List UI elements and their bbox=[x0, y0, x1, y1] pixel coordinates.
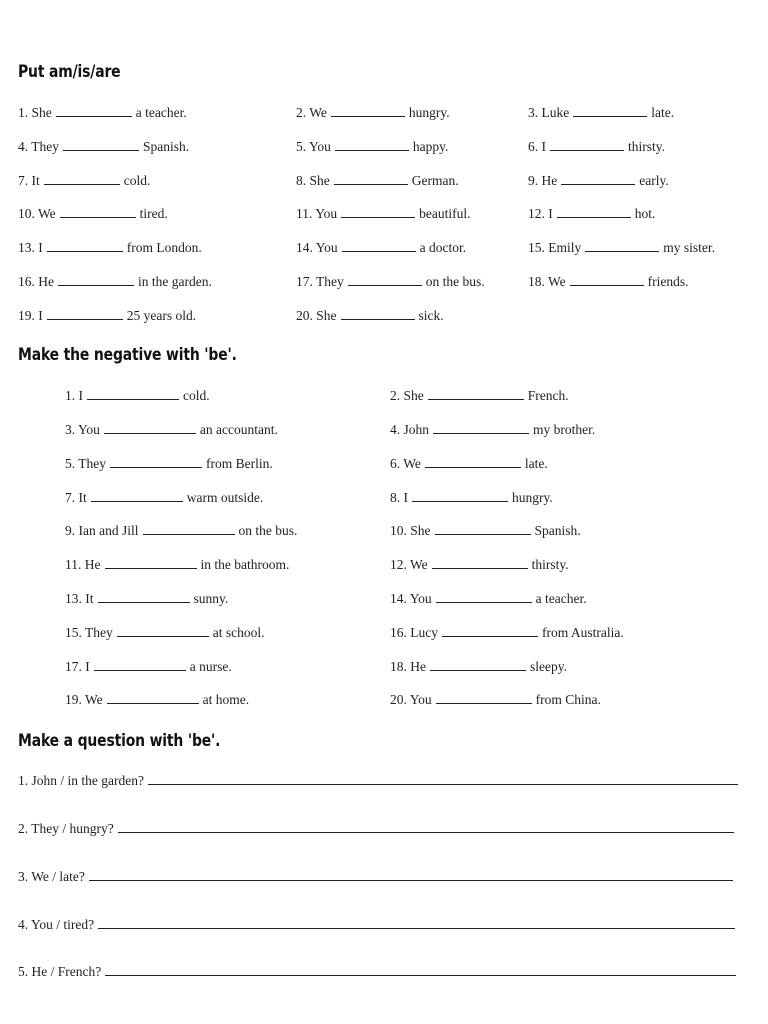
item-ending: an accountant. bbox=[199, 422, 278, 437]
question-prompt: 5. He / French? bbox=[18, 964, 102, 979]
question-item bbox=[18, 821, 734, 837]
exercise-item bbox=[390, 456, 548, 472]
answer-blank[interactable] bbox=[412, 490, 508, 502]
answer-blank[interactable] bbox=[98, 591, 190, 603]
exercise-item bbox=[18, 173, 150, 189]
item-prompt: 10. We bbox=[18, 206, 56, 221]
item-ending: a nurse. bbox=[189, 659, 232, 674]
item-prompt: 16. Lucy bbox=[390, 625, 438, 640]
item-prompt: 15. They bbox=[65, 625, 113, 640]
answer-blank[interactable] bbox=[331, 105, 405, 117]
item-prompt: 11. He bbox=[65, 557, 101, 572]
exercise-item bbox=[18, 105, 187, 121]
answer-line[interactable] bbox=[98, 917, 735, 929]
exercise-item bbox=[65, 490, 263, 506]
question-prompt: 4. You / tired? bbox=[18, 917, 95, 932]
item-prompt: 17. They bbox=[296, 274, 344, 289]
answer-blank[interactable] bbox=[60, 206, 136, 218]
exercise-item bbox=[390, 591, 587, 607]
item-prompt: 13. I bbox=[18, 240, 43, 255]
item-prompt: 20. You bbox=[390, 692, 432, 707]
answer-blank[interactable] bbox=[91, 490, 183, 502]
exercise-item bbox=[528, 206, 655, 222]
item-ending: hot. bbox=[634, 206, 656, 221]
item-ending: from Australia. bbox=[542, 625, 624, 640]
item-ending: happy. bbox=[412, 139, 449, 154]
exercise-item bbox=[390, 692, 601, 708]
answer-line[interactable] bbox=[105, 964, 736, 976]
item-prompt: 16. He bbox=[18, 274, 54, 289]
answer-blank[interactable] bbox=[334, 173, 408, 185]
item-ending: early. bbox=[639, 173, 669, 188]
item-prompt: 2. She bbox=[390, 388, 424, 403]
item-ending: tired. bbox=[139, 206, 168, 221]
exercise-item bbox=[528, 240, 715, 256]
exercise-item bbox=[18, 206, 168, 222]
exercise-item bbox=[65, 422, 278, 438]
question-item bbox=[18, 773, 738, 789]
answer-blank[interactable] bbox=[573, 105, 647, 117]
item-prompt: 5. You bbox=[296, 139, 331, 154]
exercise-item bbox=[296, 240, 466, 256]
item-ending: a teacher. bbox=[535, 591, 587, 606]
item-prompt: 18. We bbox=[528, 274, 566, 289]
item-ending: German. bbox=[411, 173, 459, 188]
item-prompt: 7. It bbox=[18, 173, 40, 188]
item-prompt: 6. I bbox=[528, 139, 546, 154]
item-prompt: 1. I bbox=[65, 388, 83, 403]
item-ending: from China. bbox=[535, 692, 601, 707]
item-prompt: 4. John bbox=[390, 422, 430, 437]
item-prompt: 14. You bbox=[296, 240, 338, 255]
answer-blank[interactable] bbox=[425, 456, 521, 468]
item-prompt: 2. We bbox=[296, 105, 327, 120]
item-prompt: 8. I bbox=[390, 490, 408, 505]
item-ending: my sister. bbox=[663, 240, 716, 255]
answer-blank[interactable] bbox=[430, 659, 526, 671]
item-prompt: 12. We bbox=[390, 557, 428, 572]
item-ending: beautiful. bbox=[419, 206, 471, 221]
answer-blank[interactable] bbox=[105, 557, 197, 569]
question-prompt: 2. They / hungry? bbox=[18, 821, 114, 836]
answer-blank[interactable] bbox=[341, 206, 415, 218]
question-prompt: 1. John / in the garden? bbox=[18, 773, 144, 788]
item-prompt: 7. It bbox=[65, 490, 87, 505]
item-ending: sick. bbox=[418, 308, 444, 323]
answer-blank[interactable] bbox=[436, 692, 532, 704]
exercise-item bbox=[390, 659, 567, 675]
item-prompt: 9. He bbox=[528, 173, 558, 188]
question-item bbox=[18, 869, 733, 885]
item-ending: Spanish. bbox=[534, 523, 581, 538]
item-prompt: 1. She bbox=[18, 105, 52, 120]
answer-blank[interactable] bbox=[110, 456, 202, 468]
exercise-item bbox=[65, 591, 228, 607]
item-ending: sleepy. bbox=[530, 659, 567, 674]
exercise-item bbox=[296, 139, 448, 155]
answer-blank[interactable] bbox=[58, 274, 134, 286]
answer-blank[interactable] bbox=[107, 692, 199, 704]
item-prompt: 5. They bbox=[65, 456, 106, 471]
exercise-item bbox=[18, 240, 202, 256]
exercise-item bbox=[65, 625, 265, 641]
answer-blank[interactable] bbox=[44, 173, 120, 185]
item-ending: Spanish. bbox=[143, 139, 190, 154]
item-ending: at home. bbox=[202, 692, 250, 707]
exercise-item bbox=[65, 557, 289, 573]
answer-line[interactable] bbox=[148, 773, 738, 785]
item-prompt: 20. She bbox=[296, 308, 337, 323]
item-ending: late. bbox=[651, 105, 675, 120]
question-item bbox=[18, 964, 736, 980]
section-2-title: Make the negative with 'be'. bbox=[18, 345, 237, 365]
exercise-item bbox=[390, 490, 553, 506]
exercise-item bbox=[528, 173, 669, 189]
item-prompt: 18. He bbox=[390, 659, 426, 674]
answer-blank[interactable] bbox=[87, 388, 179, 400]
item-prompt: 3. You bbox=[65, 422, 100, 437]
answer-line[interactable] bbox=[89, 869, 733, 881]
exercise-item bbox=[296, 206, 471, 222]
exercise-item bbox=[390, 388, 569, 404]
question-prompt: 3. We / late? bbox=[18, 869, 85, 884]
exercise-item bbox=[18, 308, 196, 324]
answer-blank[interactable] bbox=[104, 422, 196, 434]
answer-blank[interactable] bbox=[433, 422, 529, 434]
item-ending: hungry. bbox=[512, 490, 553, 505]
exercise-item bbox=[296, 173, 459, 189]
answer-blank[interactable] bbox=[143, 523, 235, 535]
answer-blank[interactable] bbox=[47, 240, 123, 252]
answer-blank[interactable] bbox=[585, 240, 659, 252]
answer-blank[interactable] bbox=[557, 206, 631, 218]
exercise-item bbox=[390, 523, 581, 539]
answer-blank[interactable] bbox=[56, 105, 132, 117]
item-prompt: 8. She bbox=[296, 173, 330, 188]
item-prompt: 12. I bbox=[528, 206, 553, 221]
item-prompt: 14. You bbox=[390, 591, 432, 606]
answer-blank[interactable] bbox=[47, 308, 123, 320]
exercise-item bbox=[65, 659, 232, 675]
exercise-item bbox=[18, 274, 212, 290]
item-prompt: 19. We bbox=[65, 692, 103, 707]
item-ending: a teacher. bbox=[135, 105, 187, 120]
exercise-item bbox=[528, 139, 665, 155]
exercise-item bbox=[528, 274, 689, 290]
item-ending: hungry. bbox=[408, 105, 450, 120]
item-ending: at school. bbox=[212, 625, 265, 640]
item-prompt: 10. She bbox=[390, 523, 431, 538]
item-ending: late. bbox=[524, 456, 548, 471]
exercise-item bbox=[65, 388, 210, 404]
exercise-item bbox=[528, 105, 674, 121]
item-ending: cold. bbox=[123, 173, 151, 188]
item-ending: cold. bbox=[183, 388, 210, 403]
exercise-item bbox=[390, 625, 624, 641]
item-ending: warm outside. bbox=[186, 490, 264, 505]
exercise-item bbox=[18, 139, 189, 155]
item-prompt: 19. I bbox=[18, 308, 43, 323]
answer-blank[interactable] bbox=[436, 591, 532, 603]
answer-blank[interactable] bbox=[428, 388, 524, 400]
item-ending: thirsty. bbox=[531, 557, 569, 572]
answer-blank[interactable] bbox=[63, 139, 139, 151]
item-ending: from Berlin. bbox=[206, 456, 273, 471]
exercise-item bbox=[296, 274, 485, 290]
exercise-item bbox=[296, 105, 450, 121]
item-prompt: 6. We bbox=[390, 456, 421, 471]
question-item bbox=[18, 917, 735, 933]
item-prompt: 11. You bbox=[296, 206, 338, 221]
answer-blank[interactable] bbox=[335, 139, 409, 151]
item-ending: friends. bbox=[647, 274, 689, 289]
exercise-item bbox=[65, 456, 273, 472]
exercise-item bbox=[390, 557, 569, 573]
exercise-item bbox=[296, 308, 444, 324]
item-ending: 25 years old. bbox=[126, 308, 197, 323]
item-ending: in the bathroom. bbox=[200, 557, 290, 572]
answer-blank[interactable] bbox=[432, 557, 528, 569]
section-3-title: Make a question with 'be'. bbox=[18, 731, 221, 751]
answer-blank[interactable] bbox=[435, 523, 531, 535]
item-ending: in the garden. bbox=[138, 274, 212, 289]
item-ending: from London. bbox=[126, 240, 202, 255]
exercise-item bbox=[390, 422, 595, 438]
item-ending: on the bus. bbox=[238, 523, 298, 538]
answer-blank[interactable] bbox=[561, 173, 635, 185]
item-ending: my brother. bbox=[533, 422, 596, 437]
answer-blank[interactable] bbox=[94, 659, 186, 671]
answer-blank[interactable] bbox=[341, 308, 415, 320]
answer-line[interactable] bbox=[118, 821, 734, 833]
item-prompt: 9. Ian and Jill bbox=[65, 523, 139, 538]
exercise-item bbox=[65, 692, 249, 708]
item-ending: a doctor. bbox=[419, 240, 467, 255]
item-ending: sunny. bbox=[193, 591, 229, 606]
item-prompt: 17. I bbox=[65, 659, 90, 674]
answer-blank[interactable] bbox=[342, 240, 416, 252]
answer-blank[interactable] bbox=[550, 139, 624, 151]
item-prompt: 15. Emily bbox=[528, 240, 582, 255]
answer-blank[interactable] bbox=[348, 274, 422, 286]
item-prompt: 13. It bbox=[65, 591, 94, 606]
item-ending: thirsty. bbox=[628, 139, 665, 154]
answer-blank[interactable] bbox=[442, 625, 538, 637]
item-prompt: 3. Luke bbox=[528, 105, 570, 120]
item-prompt: 4. They bbox=[18, 139, 59, 154]
exercise-item bbox=[65, 523, 297, 539]
item-ending: French. bbox=[527, 388, 569, 403]
answer-blank[interactable] bbox=[570, 274, 644, 286]
answer-blank[interactable] bbox=[117, 625, 209, 637]
item-ending: on the bus. bbox=[425, 274, 485, 289]
section-1-title: Put am/is/are bbox=[18, 62, 121, 82]
